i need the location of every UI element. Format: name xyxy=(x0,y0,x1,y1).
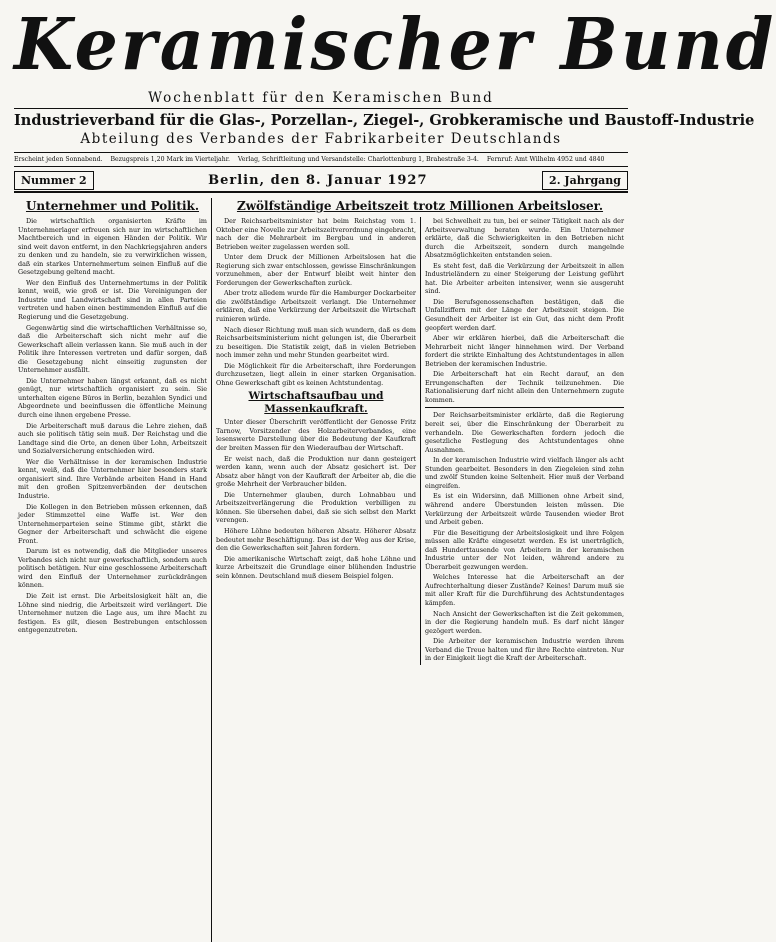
paragraph: Die Berufsgenossenschaften bestätigen, daß die Unfallziffern mit der Länge der Arbeitszeit steigen. Die Gesundheit der Arbeiter ist ein Gut, das nicht dem Profit geopfert werden darf. xyxy=(425,297,624,332)
rule xyxy=(14,108,628,109)
article-title-center: Zwölfständige Arbeitszeit trotz Millionen Arbeitsloser. xyxy=(236,199,604,213)
issue-bar xyxy=(14,169,628,193)
paragraph: Wer den Einfluß des Unternehmertums in der Politik kennt, weiß, wie groß er ist. Die Vereinigungen der Industrie und Landwirtschaft sind in allen Parteien vertreten und haben einen bestimmenden Einfluß auf die Regierung und die Gesetzgebung. xyxy=(18,278,207,322)
paragraph: Für die Beseitigung der Arbeitslosigkeit und ihre Folgen müssen alle Kräfte eingesetzt werden. Es ist unerträglich, daß Hunderttausende von Arbeitern in der keramischen Industrie unter der Not leiden, während andere zu Überarbeit gezwungen werden. xyxy=(425,528,624,571)
masthead-title: Keramischer Bund xyxy=(14,2,776,87)
middle-column xyxy=(212,217,420,665)
paragraph: Die Unternehmer glauben, durch Lohnabbau und Arbeitszeitverlängerung die Produktion verbilligen zu können. Sie übersehen dabei, daß sie sich selbst den Markt verengen. xyxy=(216,490,416,525)
paragraph: Es steht fest, daß die Verkürzung der Arbeitszeit in allen Industrieländern zu einer Steigerung der Leistung geführt hat. Die Arbeiter arbeiten intensiver, wenn sie ausgeruht sind. xyxy=(425,261,624,296)
paragraph: Die Arbeiterschaft hat ein Recht darauf, an den Errungenschaften der Technik teilzunehmen. Die Rationalisierung darf nicht allein den Unternehmern zugute kommen. xyxy=(425,370,624,404)
info-phone: Fernruf: Amt Wilhelm 4952 und 4840 xyxy=(486,156,605,163)
info-published: Erscheint jeden Sonnabend. xyxy=(14,156,103,163)
paragraph: Aber trotz alledem wurde für die Hamburger Dockarbeiter die zwölfständige Arbeitszeit verlangt. Die Unternehmer erklären, daß eine Verkürzung der Arbeitszeit die Wirtschaft ruinieren würde. xyxy=(216,289,416,324)
paragraph: Unter dem Druck der Millionen Arbeitslosen hat die Regierung sich zwar entschlossen, gewisse Einschränkungen vorzunehmen, aber der Entwurf bleibt weit hinter den Forderungen der Gewerkschaften zurück. xyxy=(216,253,416,287)
left-column xyxy=(14,198,211,942)
article-title-left: Unternehmer und Politik. xyxy=(25,199,200,213)
article-title-mid: Wirtschaftsaufbau und Massenkaufkraft. xyxy=(248,390,384,416)
paragraph: Es ist ein Widersinn, daß Millionen ohne Arbeit sind, während andere Überstunden leisten müssen. Die Verkürzung der Arbeitszeit würde Tausenden wieder Brot und Arbeit geben. xyxy=(425,492,624,527)
paragraph: Die Möglichkeit für die Arbeiterschaft, ihre Forderungen durchzusetzen, liegt allein in einer starken Organisation. Ohne Gewerkschaft gibt es keinen Achtstundentag. xyxy=(216,361,416,387)
paragraph: Die wirtschaftlich organisierten Kräfte im Unternehmerlager erfreuen sich nur im wirtschaftlichen Machtbereich und in eigenen Händen der Politik. Wir sind weit davon entfernt, in den Nachkriegsjahren anders zu denken und zu handeln, sie zu verwirklichen wissen, daß ein starkes Unternehmertum seinen Einfluß auf die Gesetzgebung geltend macht. xyxy=(18,217,207,277)
issue-year: 2. Jahrgang xyxy=(542,171,628,190)
paragraph: Wer die Verhältnisse in der keramischen Industrie kennt, weiß, daß die Unternehmer hier besonders stark organisiert sind. Ihre Verbände arbeiten Hand in Hand mit den großen Spitzenverbänden der deutschen Industrie. xyxy=(18,457,207,500)
industry-line: Industrieverband für die Glas-, Porzellan-, Ziegel-, Grobkeramische und Baustoff-Industrie xyxy=(14,112,755,129)
paragraph: Gegenwärtig sind die wirtschaftlichen Verhältnisse so, daß die Arbeiterschaft sich nicht mehr auf die Gewerkschaft allein verlassen kann. Sie muß auch in der Politik ihre Interessen vertreten und dafür sorgen, daß die Gesetzgebung nicht einseitig zugunsten der Unternehmer ausfällt. xyxy=(18,323,207,375)
info-address: Verlag, Schriftleitung und Versandstelle: Charlottenburg 1, Brahestraße 3-4. xyxy=(237,156,479,163)
right-section xyxy=(211,198,628,942)
info-line xyxy=(14,152,628,167)
divider xyxy=(425,407,624,408)
paragraph: Nach Ansicht der Gewerkschaften ist die Zeit gekommen, in der die Regierung handeln muß. Es darf nicht länger gezögert werden. xyxy=(425,609,624,635)
department-line: Abteilung des Verbandes der Fabrikarbeiter Deutschlands xyxy=(80,131,562,147)
paragraph: Aber wir erklären hierbei, daß die Arbeiterschaft die Mehrarbeit nicht länger hinnehmen wird. Der Verband fordert die strikte Einhaltung des Achtstundentages in allen Betrieben der keramischen Industrie. xyxy=(425,334,624,368)
center-two-columns xyxy=(212,217,628,665)
paragraph: Darum ist es notwendig, daß die Mitglieder unseres Verbandes sich nicht nur gewerkschaftlich, sondern auch politisch betätigen. Nur eine geschlossene Arbeiterschaft wird den Einfluß der Unternehmer zurückdrängen können. xyxy=(18,547,207,590)
paragraph: Höhere Löhne bedeuten höheren Absatz. Höherer Absatz bedeutet mehr Beschäftigung. Das ist der Weg aus der Krise, den die Gewerkschaften seit Jahren fordern. xyxy=(216,526,416,553)
subtitle: Wochenblatt für den Keramischen Bund xyxy=(148,90,494,106)
paragraph: Die Unternehmer haben längst erkannt, daß es nicht genügt, nur wirtschaftlich organisiert zu sein. Sie unterhalten eigene Büros in Berlin, bezahlen Syndici und Abgeordnete und beeinflussen die öffentliche Meinung durch eine ihnen ergebene Presse. xyxy=(18,376,207,420)
paragraph: Er weist nach, daß die Produktion nur dann gesteigert werden kann, wenn auch der Absatz gesichert ist. Der Absatz aber hängt von der Kaufkraft der Arbeiter ab, die die große Mehrheit der Verbraucher bilden. xyxy=(216,454,416,489)
article-body-mid xyxy=(216,418,416,580)
newspaper-page xyxy=(14,2,776,896)
paragraph: Die Arbeiterschaft muß daraus die Lehre ziehen, daß auch sie politisch tätig sein muß. Der Reichstag und die Landtage sind die Orte, an denen über Lohn, Arbeitszeit und Sozialversicherung entschieden wird. xyxy=(18,421,207,456)
paragraph: bei Schwelheit zu tun, bei er seiner Tätigkeit nach als der Arbeitsverwaltung beraten wurde. Ein Unternehmer erklärte, daß die Schwierigkeiten in den Betrieben nicht durch die Arbeitszeit, sondern durch mangelnde Absatzmöglichkeiten entstanden seien. xyxy=(425,217,624,260)
paragraph: Der Reichsarbeitsminister erklärte, daß die Regierung bereit sei, über die Einschränkung der Überarbeit zu verhandeln. Die Gewerkschaften fordern jedoch die gesetzliche Festlegung des Achtstundentages ohne Ausnahmen. xyxy=(425,411,624,454)
paragraph: In der keramischen Industrie wird vielfach länger als acht Stunden gearbeitet. Besonders in den Ziegeleien sind zehn und zwölf Stunden keine Seltenheit. Hier muß der Verband eingreifen. xyxy=(425,456,624,490)
paragraph: Welches Interesse hat die Arbeiterschaft an der Aufrechterhaltung dieser Zustände? Keines! Darum muß sie mit aller Kraft für die Durchführung des Achtstundentages kämpfen. xyxy=(425,573,624,607)
columns xyxy=(14,198,628,942)
issue-date: Berlin, den 8. Januar 1927 xyxy=(208,172,428,188)
article-body-right xyxy=(425,217,624,404)
issue-number: Nummer 2 xyxy=(14,171,94,190)
paragraph: Die amerikanische Wirtschaft zeigt, daß hohe Löhne und kurze Arbeitszeit die Grundlage einer blühenden Industrie sein können. Deutschland muß diesem Beispiel folgen. xyxy=(216,554,416,580)
paragraph: Die Kollegen in den Betrieben müssen erkennen, daß jeder Stimmzettel eine Waffe ist. Wer den Unternehmerparteien seine Stimme gibt, stärkt die Gegner der Arbeiterschaft und schwächt die eigene Front. xyxy=(18,502,207,545)
paragraph: Die Arbeiter der keramischen Industrie werden ihrem Verband die Treue halten und für ihre Rechte eintreten. Nur in der Einigkeit liegt die Kraft der Arbeiterschaft. xyxy=(425,637,624,663)
paragraph: Der Reichsarbeitsminister hat beim Reichstag vom 1. Oktober eine Novelle zur Arbeitszeitverordnung eingebracht, nach der die Mehrarbeit im Bergbau und in anderen Betrieben weiter zugelassen werden soll. xyxy=(216,217,416,251)
article-body-left xyxy=(18,217,207,635)
paragraph: Nach dieser Richtung muß man sich wundern, daß es dem Reichsarbeitsministerium nicht gelungen ist, die Überarbeit zu beseitigen. Die Statistik zeigt, daß in vielen Betrieben noch immer zehn und mehr Stunden gearbeitet wird. xyxy=(216,325,416,360)
paragraph: Unter dieser Überschrift veröffentlicht der Genosse Fritz Tarnow, Vorsitzender des Holzarbeiterverbandes, eine lesenswerte Darstellung über die Bedeutung der Kaufkraft der breiten Massen für den Wiederaufbau der Wirtschaft. xyxy=(216,418,416,453)
info-price: Bezugspreis 1,20 Mark im Vierteljahr. xyxy=(110,156,230,163)
paragraph: Die Zeit ist ernst. Die Arbeitslosigkeit hält an, die Löhne sind niedrig, die Arbeitszeit wird verlängert. Die Unternehmer nutzen die Lage aus, um ihre Macht zu festigen. Es gilt, diesen Bestrebungen entschlossen entgegenzutreten. xyxy=(18,591,207,635)
article-body-center-a xyxy=(216,217,416,387)
article-body-right-b xyxy=(425,411,624,662)
right-column xyxy=(420,217,628,665)
